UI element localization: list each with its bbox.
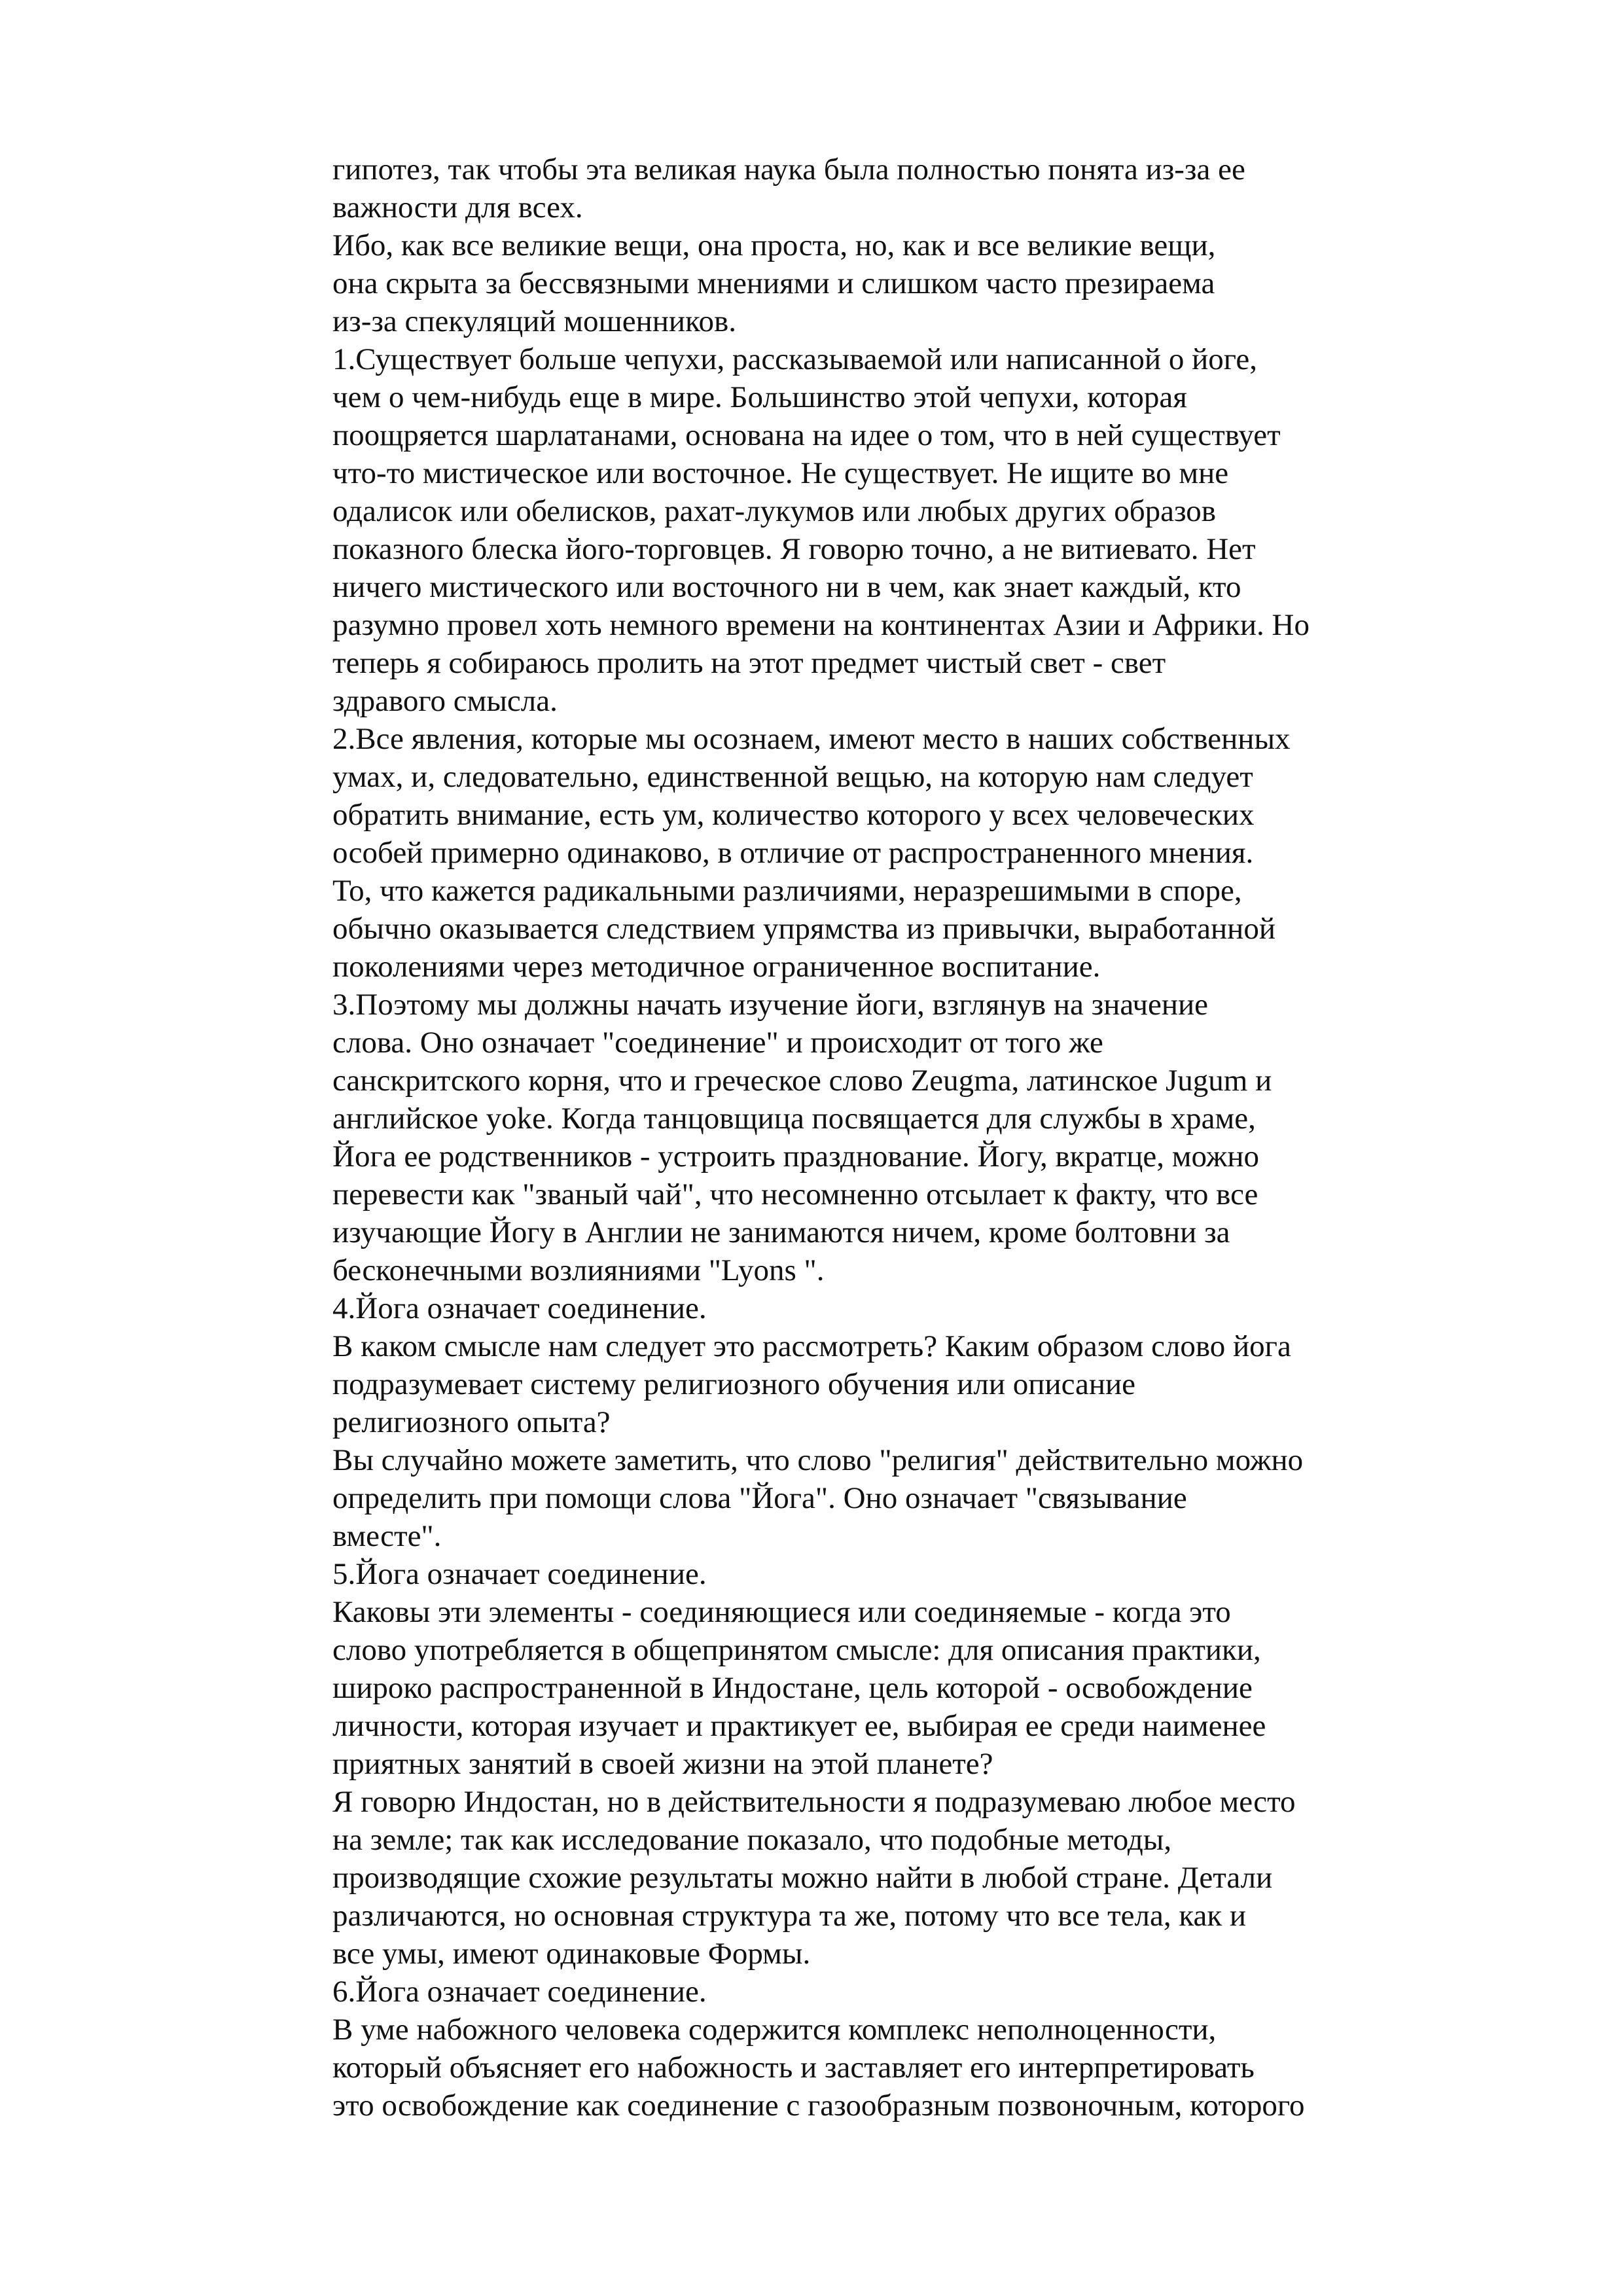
text-line: из-за спекуляций мошенников. <box>332 304 736 338</box>
text-line: Ибо, как все великие вещи, она проста, но, как и все великие вещи, <box>332 228 1216 262</box>
text-line: санскритского корня, что и греческое слово Zeugma, латинское Jugum и <box>332 1064 1272 1098</box>
text-line: гипотез, так чтобы эта великая наука была полностью понята из-за ее <box>332 152 1245 187</box>
text-line: Вы случайно можете заметить, что слово "религия" действительно можно <box>332 1443 1304 1477</box>
text-line: различаются, но основная структура та же, потому что все тела, как и <box>332 1899 1247 1933</box>
text-line: важности для всех. <box>332 190 583 224</box>
text-line: поощряется шарлатанами, основана на идее о том, что в ней существует <box>332 418 1281 452</box>
text-line: это освобождение как соединение с газообразным позвоночным, которого <box>332 2089 1305 2123</box>
text-line: обратить внимание, есть ум, количество которого у всех человеческих <box>332 798 1255 832</box>
text-line: умах, и, следовательно, единственной вещью, на которую нам следует <box>332 760 1253 794</box>
text-line: который объясняет его набожность и заставляет его интерпретировать <box>332 2051 1255 2085</box>
text-line: английское yoke. Когда танцовщица посвящается для службы в храме, <box>332 1102 1256 1136</box>
text-line: здравого смысла. <box>332 684 558 718</box>
text-line: слова. Оно означает "соединение" и происходит от того же <box>332 1026 1103 1060</box>
text-line: религиозного опыта? <box>332 1405 611 1439</box>
text-line: В уме набожного человека содержится комплекс неполноценности, <box>332 2013 1217 2047</box>
text-line: личности, которая изучает и практикует ее, выбирая ее среди наименее <box>332 1709 1266 1743</box>
text-line: все умы, имеют одинаковые Формы. <box>332 1937 811 1971</box>
text-line: То, что кажется радикальными различиями, неразрешимыми в споре, <box>332 874 1242 908</box>
text-line: изучающие Йогу в Англии не занимаются ничем, кроме болтовни за <box>332 1215 1230 1249</box>
text-line: Каковы эти элементы - соединяющиеся или соединяемые - когда это <box>332 1595 1231 1629</box>
text-line: 4.Йога означает соединение. <box>332 1291 707 1325</box>
text-line: чем о чем-нибудь еще в мире. Большинство этой чепухи, которая <box>332 380 1187 414</box>
text-line: поколениями через методичное ограниченное воспитание. <box>332 950 1101 984</box>
text-line: Йога ее родственников - устроить празднование. Йогу, вкратце, можно <box>332 1139 1259 1174</box>
text-line: вместе". <box>332 1519 442 1553</box>
text-line: 1.Существует больше чепухи, рассказываемой или написанной о йоге, <box>332 342 1257 376</box>
text-line: приятных занятий в своей жизни на этой планете? <box>332 1747 993 1781</box>
body-text <box>332 151 1406 2125</box>
text-line: В каком смысле нам следует это рассмотреть? Каким образом слово йога <box>332 1329 1291 1363</box>
text-line: 3.Поэтому мы должны начать изучение йоги, взглянув на значение <box>332 988 1209 1022</box>
text-line: 6.Йога означает соединение. <box>332 1975 707 2009</box>
text-line: на земле; так как исследование показало, что подобные методы, <box>332 1823 1172 1857</box>
text-line: обычно оказывается следствием упрямства из привычки, выработанной <box>332 912 1275 946</box>
text-line: показного блеска його-торговцев. Я говорю точно, а не витиевато. Нет <box>332 532 1256 566</box>
text-line: одалисок или обелисков, рахат-лукумов или любых других образов <box>332 494 1216 528</box>
text-line: перевести как "званый чай", что несомненно отсылает к факту, что все <box>332 1177 1258 1211</box>
text-line: она скрыта за бессвязными мнениями и слишком часто презираема <box>332 266 1215 300</box>
text-line: бесконечными возлияниями "Lyons ". <box>332 1253 825 1287</box>
text-line: широко распространенной в Индостане, цель которой - освобождение <box>332 1671 1253 1705</box>
text-line: 5.Йога означает соединение. <box>332 1557 707 1591</box>
text-line: производящие схожие результаты можно найти в любой стране. Детали <box>332 1861 1273 1895</box>
text-line: 2.Все явления, которые мы осознаем, имеют место в наших собственных <box>332 722 1291 756</box>
text-line: разумно провел хоть немного времени на континентах Азии и Африки. Но <box>332 608 1310 642</box>
text-line: что-то мистическое или восточное. Не существует. Не ищите во мне <box>332 456 1229 490</box>
text-line: слово употребляется в общепринятом смысле: для описания практики, <box>332 1633 1261 1667</box>
text-line: определить при помощи слова "Йога". Оно означает "связывание <box>332 1481 1187 1515</box>
text-line: ничего мистического или восточного ни в чем, как знает каждый, кто <box>332 570 1241 604</box>
text-line: подразумевает систему религиозного обучения или описание <box>332 1367 1136 1401</box>
text-line: особей примерно одинаково, в отличие от распространенного мнения. <box>332 836 1254 870</box>
text-line: теперь я собираюсь пролить на этот предмет чистый свет - свет <box>332 646 1166 680</box>
text-line: Я говорю Индостан, но в действительности я подразумеваю любое место <box>332 1785 1296 1819</box>
